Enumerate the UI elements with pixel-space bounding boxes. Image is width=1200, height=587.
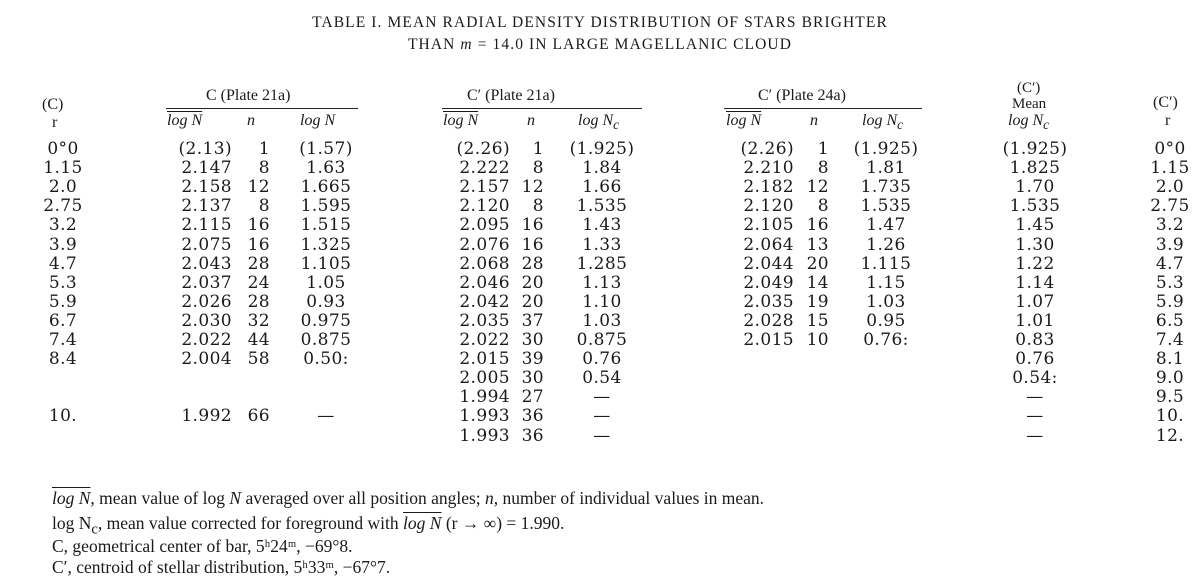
cell-g2-logNbar: 2.095 [459,215,510,236]
cell-g2-logNbar: 1.994 [459,387,510,408]
header-mean-col [1008,112,1049,133]
cell-g3-logNc: 1.535 [860,196,912,217]
cell-g3-logNc: 1.735 [860,177,912,198]
cell-r-cprime: 3.9 [1155,234,1185,255]
cell-g2-logNbar: 1.993 [459,425,510,446]
cell-g2-logNbar: 2.157 [459,177,510,198]
cell-g1-logN: 1.515 [300,215,352,236]
cell-g3-logNbar: 2.120 [743,196,794,217]
cell-r-cprime: 4.7 [1155,253,1185,274]
cell-g1-n: 28 [247,291,270,312]
cell-g2-n: 20 [521,272,544,293]
cell-g3-logNbar: (2.26) [740,139,794,159]
cell-g3-logNbar: 2.182 [743,177,794,198]
cell-g3-logNc: 1.03 [866,291,906,312]
table-title-line-1 [0,14,1200,32]
cell-mean-logNc: 1.70 [1015,177,1055,198]
cell-g2-n: 20 [521,291,544,312]
cell-g1-logN: (1.57) [299,139,353,159]
cell-mean-logNc: 1.07 [1015,291,1055,312]
cell-g2-n: 27 [521,387,544,408]
cell-g1-n: 32 [247,310,270,331]
cell-g2-logNbar: 2.076 [459,234,510,255]
cell-g1-logN: — [317,406,335,427]
cell-g1-logN: 1.05 [306,272,346,293]
cell-g2-logNc: (1.925) [569,139,635,159]
cell-g1-logNbar: 2.037 [181,272,232,293]
cell-g2-logNc: — [593,387,611,408]
cell-g1-logNbar: 2.022 [181,330,232,350]
cell-g2-n: 30 [521,368,544,389]
n-text: n [810,112,818,129]
group-2-rule [442,108,642,109]
cell-g1-logNbar: 2.137 [181,196,232,217]
cell-g3-logNc: 1.47 [866,215,906,236]
fn2-logNbar: log N [403,513,442,533]
cell-g2-n: 12 [521,177,544,198]
cell-g3-logNbar: 2.015 [743,330,794,350]
cell-g3-n: 8 [817,158,829,179]
cell-g2-logNc: — [593,406,611,427]
title-suffix: = 14.0 IN LARGE MAGELLANIC CLOUD [477,36,793,53]
cell-g1-n: 24 [247,272,270,293]
cell-g2-logNc: 1.03 [582,310,622,331]
cell-g2-logNc: 1.285 [576,253,628,274]
cell-g3-logNc: 1.26 [866,234,906,255]
cell-r-c: 2.0 [48,177,78,198]
sub-c: c [897,117,904,133]
cell-g2-logNc: — [593,425,611,446]
table-title-line-2 [0,36,1200,54]
cell-r-c: 3.2 [48,215,78,236]
header-group-3: C′ (Plate 24a) [758,87,846,104]
cell-g2-logNc: 0.76 [582,349,622,370]
cell-g3-logNc: 1.15 [866,272,906,293]
cell-g3-n: 12 [806,177,829,198]
cell-r-c: 4.7 [48,253,78,274]
cell-g2-n: 16 [521,234,544,255]
cell-g1-n: 16 [247,215,270,236]
header-mean-group: (C′) [1017,80,1041,96]
cell-r-cprime: 8.1 [1155,349,1185,370]
sub-c: c [613,117,620,133]
cell-g2-logNbar: 1.993 [459,406,510,427]
cell-g3-n: 13 [806,234,829,255]
cell-g1-logN: 0.93 [306,291,346,312]
group-1-rule [166,108,358,109]
cell-mean-logNc: 0.83 [1015,330,1055,350]
cell-g1-logN: 1.105 [300,253,352,274]
cell-g1-n: 28 [247,253,270,274]
cell-mean-logNc: 0.54: [1012,368,1058,389]
cell-g1-logNbar: 2.115 [181,215,232,236]
logNc-text: log N [862,112,898,129]
header-left-group: (C) [42,96,64,113]
header-g3-logNc [862,112,903,133]
cell-mean-logNc: 1.14 [1015,272,1055,293]
cell-mean-logNc: 1.22 [1015,253,1055,274]
cell-r-cprime: 5.3 [1155,272,1185,293]
cell-r-cprime: 2.75 [1150,196,1190,217]
fn2-sub: c [91,521,98,538]
footnote-2 [52,513,564,539]
cell-g2-n: 39 [521,349,544,370]
cell-g2-n: 28 [521,253,544,274]
cell-g2-logNc: 1.43 [582,215,622,236]
cell-r-c: 1.15 [43,158,83,179]
cell-g1-n: 16 [247,234,270,255]
fn1-text-d: averaged over all position angles; [241,488,486,508]
cell-g1-n: 8 [258,196,270,217]
cell-g1-logN: 0.50: [303,349,349,370]
cell-g2-n: 16 [521,215,544,236]
fn1-N: N [229,488,242,508]
header-g2-logNbar [443,112,478,130]
cell-r-c: 5.9 [48,291,78,312]
header-g1-logN [300,112,335,130]
cell-g2-n: 37 [521,310,544,331]
header-mean-label: Mean [1012,96,1047,112]
logNbar-text: log N [167,112,203,129]
cell-mean-logNc: 1.535 [1009,196,1061,217]
cell-r-c: 0°0 [47,139,79,159]
cell-r-cprime: 10. [1155,406,1185,427]
header-group-2: C′ (Plate 21a) [467,87,555,104]
cell-g1-logNbar: 1.992 [181,406,232,427]
fn1-logNbar: log N [52,488,91,508]
cell-g2-n: 8 [532,158,544,179]
cell-g2-n: 36 [521,406,544,427]
footnote-3: C, geometrical center of bar, 5ʰ24ᵐ, −69°8. [52,536,353,556]
cell-mean-logNc: 1.45 [1015,215,1055,236]
cell-g3-logNbar: 2.035 [743,291,794,312]
cell-g1-n: 1 [258,139,270,159]
cell-r-cprime: 12. [1155,425,1185,446]
header-g3-logNbar [726,112,761,130]
cell-g1-n: 8 [258,158,270,179]
cell-r-c: 3.9 [48,234,78,255]
cell-mean-logNc: (1.925) [1002,139,1068,159]
n-text: n [247,112,255,129]
cell-g2-logNbar: 2.005 [459,368,510,389]
cell-r-cprime: 0°0 [1154,139,1186,159]
cell-r-c: 8.4 [48,349,78,370]
cell-mean-logNc: 1.30 [1015,234,1055,255]
cell-g1-logNbar: 2.043 [181,253,232,274]
cell-g1-logNbar: 2.030 [181,310,232,331]
cell-g1-logNbar: 2.158 [181,177,232,198]
cell-r-cprime: 9.5 [1155,387,1185,408]
cell-g1-n: 66 [247,406,270,427]
cell-mean-logNc: 0.76 [1015,349,1055,370]
header-g2-n [527,112,535,130]
cell-g1-logN: 1.325 [300,234,352,255]
cell-g2-logNc: 1.535 [576,196,628,217]
cell-mean-logNc: — [1026,387,1044,408]
cell-g2-logNc: 0.875 [576,330,628,350]
cell-g2-logNbar: 2.015 [459,349,510,370]
cell-g2-logNbar: 2.022 [459,330,510,350]
cell-r-cprime: 6.5 [1155,310,1185,331]
cell-g2-logNbar: 2.222 [459,158,510,179]
fn2-text-d: (r → ∞) = 1.990. [441,513,565,533]
title-text-1: TABLE I. MEAN RADIAL DENSITY DISTRIBUTION OF STARS BRIGHTER [312,14,888,31]
header-right-group: (C′) [1153,94,1178,111]
cell-g2-logNbar: (2.26) [456,139,510,159]
logNbar-text: log N [443,112,479,129]
cell-g2-logNc: 1.66 [582,177,622,198]
cell-g1-logNbar: (2.13) [178,139,232,159]
header-g1-logNbar [167,112,202,130]
cell-g2-logNbar: 2.120 [459,196,510,217]
cell-g1-logN: 0.975 [300,310,352,331]
header-left-r: r [52,114,58,131]
cell-g3-n: 19 [806,291,829,312]
cell-g3-logNbar: 2.105 [743,215,794,236]
mean-col-text: log N [1008,112,1044,129]
cell-g3-logNbar: 2.210 [743,158,794,179]
cell-g3-n: 16 [806,215,829,236]
cell-g1-logNbar: 2.026 [181,291,232,312]
cell-g1-n: 58 [247,349,270,370]
cell-g2-logNbar: 2.068 [459,253,510,274]
cell-mean-logNc: — [1026,406,1044,427]
cell-g2-logNbar: 2.035 [459,310,510,331]
fn2-logN: log N [52,513,92,533]
cell-g2-logNc: 1.84 [582,158,622,179]
footnote-1 [52,488,764,509]
cell-r-cprime: 1.15 [1150,158,1190,179]
cell-g3-logNbar: 2.028 [743,310,794,331]
cell-r-c: 7.4 [48,330,78,350]
cell-r-c: 5.3 [48,272,78,293]
fn1-text-b: , mean value of log [90,488,230,508]
logNbar-text: log N [726,112,762,129]
cell-g3-logNbar: 2.049 [743,272,794,293]
cell-g3-logNc: 1.115 [860,253,912,274]
cell-g2-n: 30 [521,330,544,350]
cell-mean-logNc: 1.825 [1009,158,1061,179]
cell-g2-n: 36 [521,425,544,446]
cell-r-cprime: 9.0 [1155,368,1185,389]
header-right-r: r [1165,112,1171,129]
cell-g1-logNbar: 2.075 [181,234,232,255]
cell-g3-n: 20 [806,253,829,274]
cell-g3-logNbar: 2.064 [743,234,794,255]
logNc-text: log N [578,112,614,129]
fn2-text-b: , mean value corrected for foreground with [97,513,404,533]
header-g1-n [247,112,255,130]
cell-r-cprime: 5.9 [1155,291,1185,312]
cell-r-cprime: 2.0 [1155,177,1185,198]
fn1-text-f: , number of individual values in mean. [493,488,765,508]
cell-mean-logNc: 1.01 [1015,310,1055,331]
cell-g3-n: 8 [817,196,829,217]
mean-col-sub: c [1043,117,1050,133]
cell-g1-logNbar: 2.004 [181,349,232,370]
cell-g2-logNc: 1.33 [582,234,622,255]
n-text: n [527,112,535,129]
cell-g3-logNc: (1.925) [853,139,919,159]
cell-g1-logN: 1.595 [300,196,352,217]
cell-g2-logNc: 1.10 [582,291,622,312]
cell-g2-logNc: 1.13 [582,272,622,293]
cell-g3-n: 10 [806,330,829,350]
cell-g3-n: 14 [806,272,829,293]
cell-g1-logN: 1.63 [306,158,346,179]
cell-g2-logNbar: 2.046 [459,272,510,293]
header-g2-logNc [578,112,619,133]
header-group-1: C (Plate 21a) [206,87,291,104]
cell-mean-logNc: — [1026,425,1044,446]
cell-g1-logNbar: 2.147 [181,158,232,179]
cell-g3-logNbar: 2.044 [743,253,794,274]
cell-r-c: 10. [48,406,78,427]
cell-g1-logN: 0.875 [300,330,352,350]
cell-g1-n: 44 [247,330,270,350]
cell-g3-n: 15 [806,310,829,331]
cell-r-c: 6.7 [48,310,78,331]
title-variable: m [460,36,473,53]
cell-g2-logNc: 0.54 [582,368,622,389]
cell-g3-logNc: 0.76: [863,330,909,350]
cell-g2-logNbar: 2.042 [459,291,510,312]
cell-r-c: 2.75 [43,196,83,217]
header-g3-n [810,112,818,130]
cell-g3-logNc: 0.95 [866,310,906,331]
fn1-n: n [485,488,494,508]
cell-r-cprime: 3.2 [1155,215,1185,236]
cell-g3-logNc: 1.81 [866,158,906,179]
title-prefix: THAN [407,36,456,53]
footnote-4: C′, centroid of stellar distribution, 5ʰ33ᵐ, −67°7. [52,557,391,577]
cell-r-cprime: 7.4 [1155,330,1185,350]
group-3-rule [724,108,922,109]
cell-g1-n: 12 [247,177,270,198]
cell-g1-logN: 1.665 [300,177,352,198]
logN-text: log N [300,112,336,129]
cell-g2-n: 1 [532,139,544,159]
cell-g3-n: 1 [817,139,829,159]
cell-g2-n: 8 [532,196,544,217]
